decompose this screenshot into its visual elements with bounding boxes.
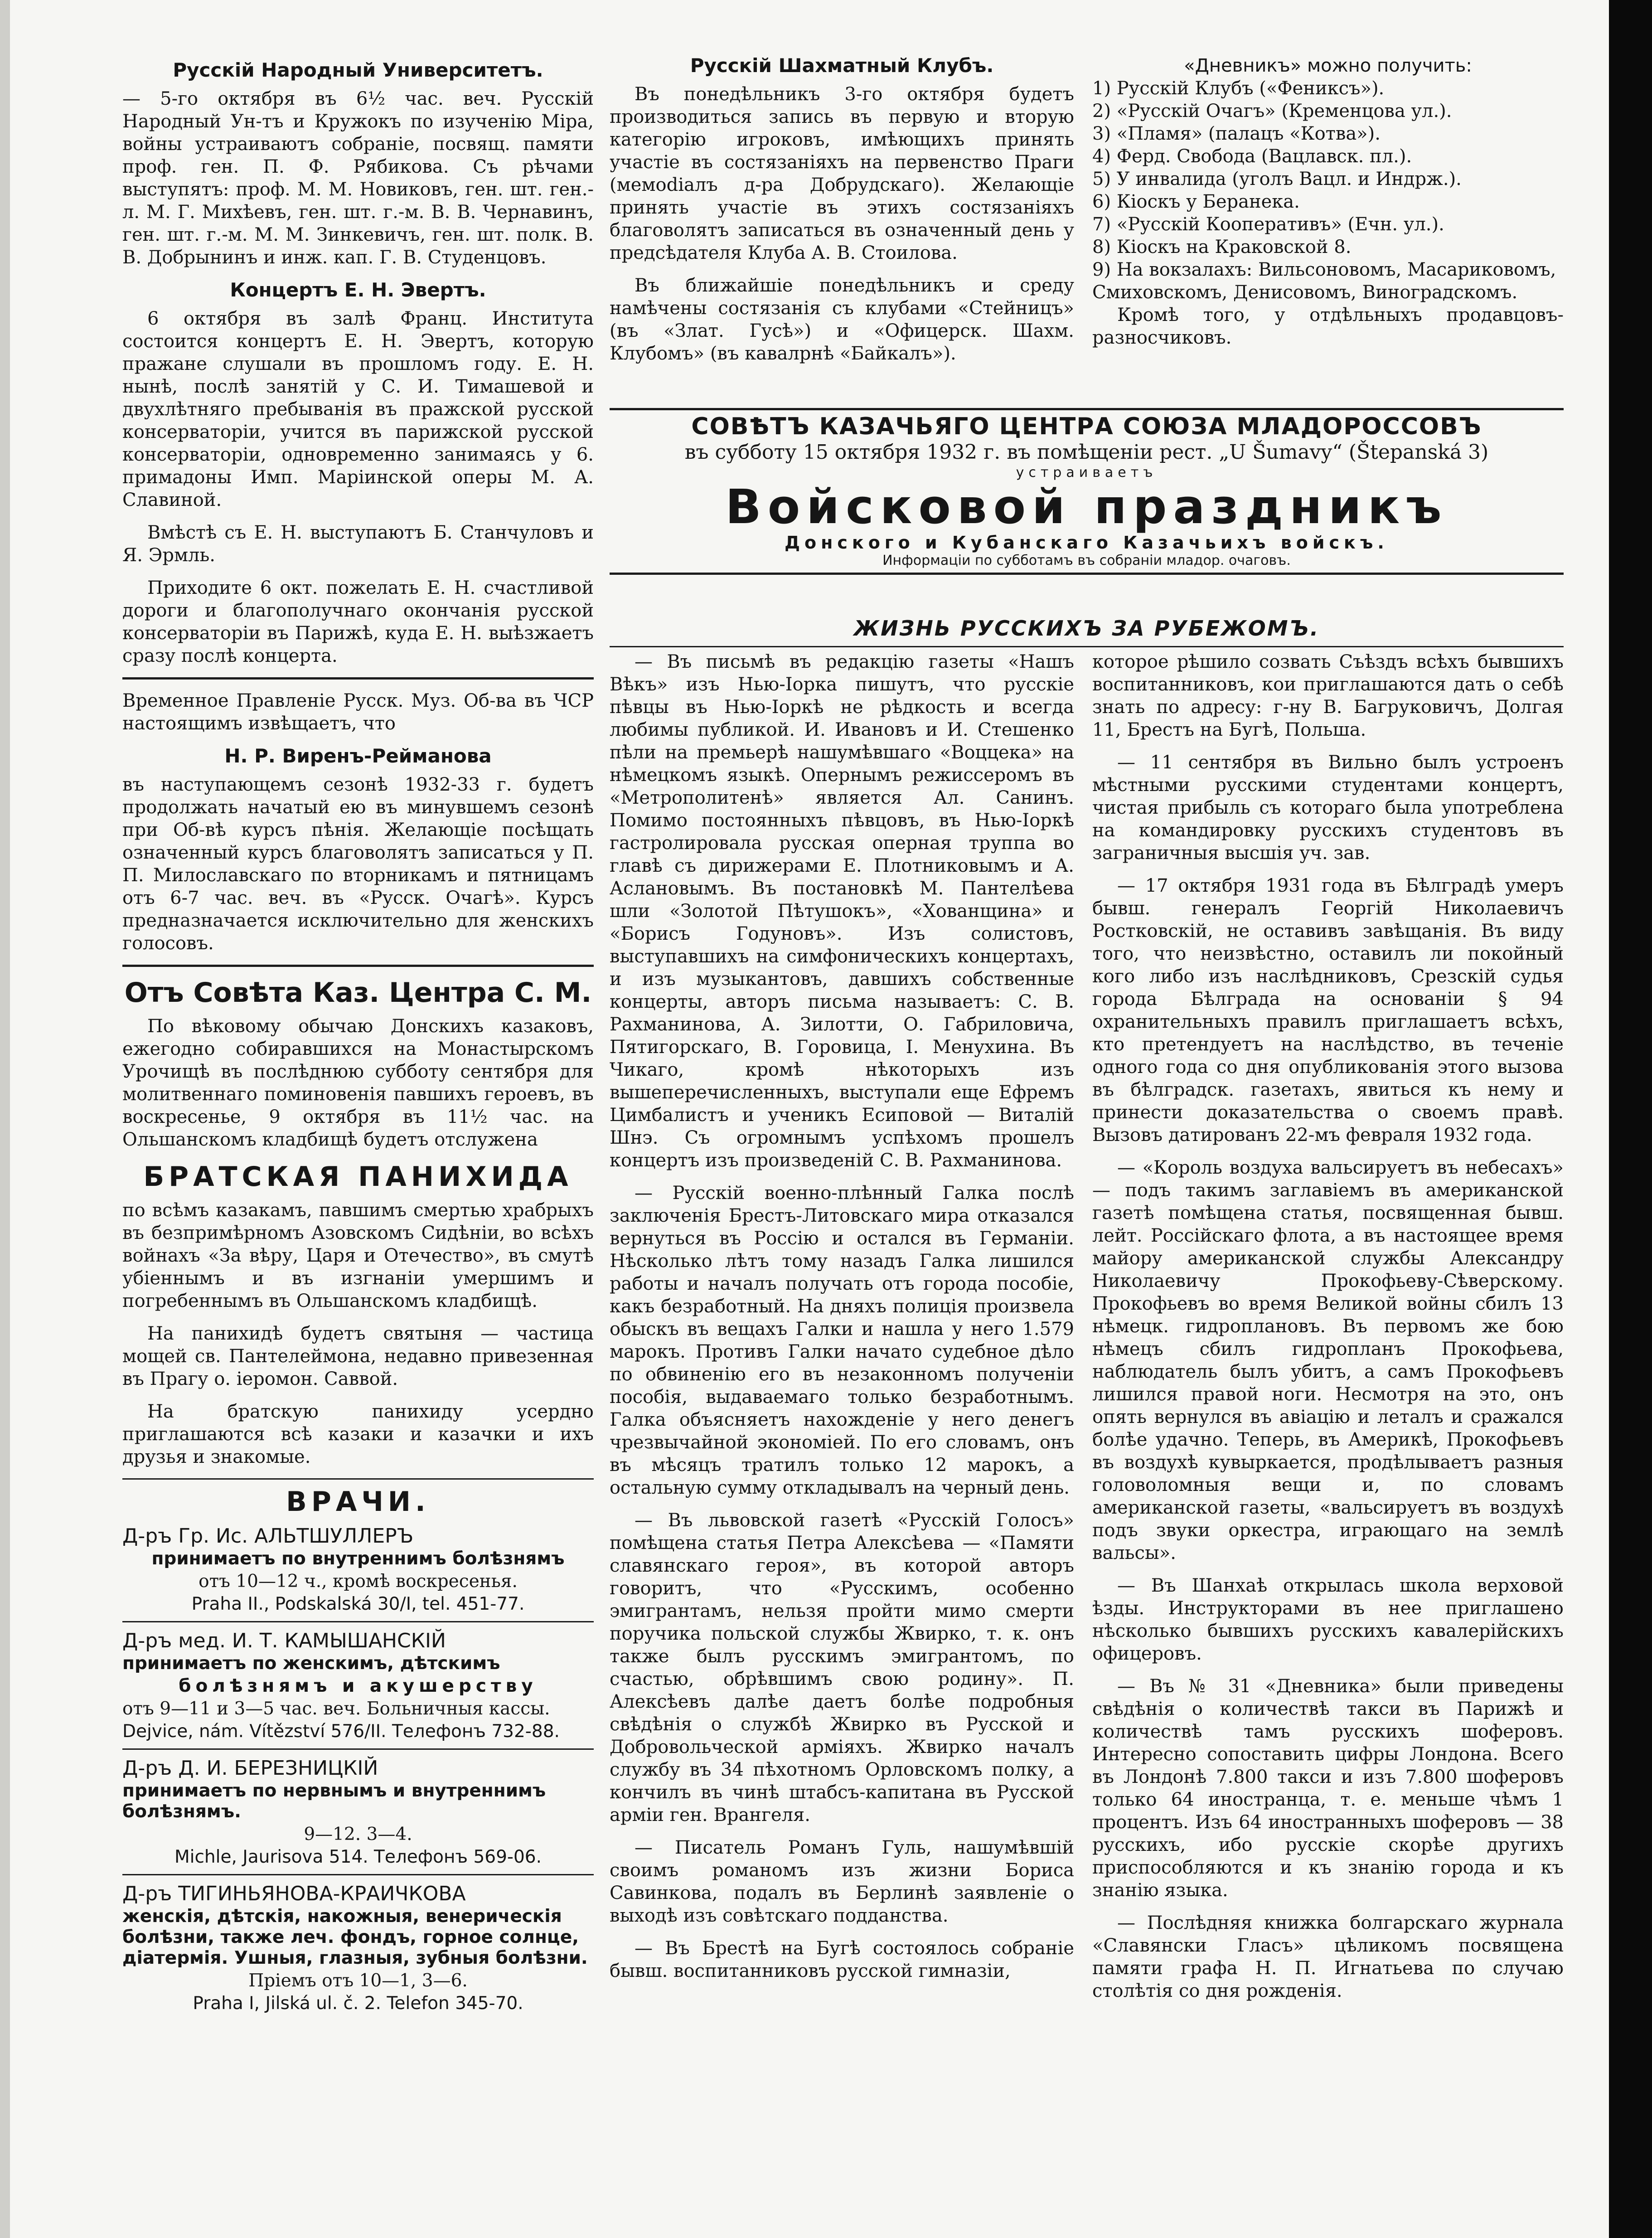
list-item: 8) Кіоскъ на Краковской 8. <box>1092 237 1352 257</box>
news-item: — Русскій военно-плѣнный Галка послѣ заключенія Брестъ-Литовскаго мира отказался вернуться въ Россію и остался въ Германіи. Нѣсколько лѣтъ тому назадъ Галка лишился работы и началъ получать отъ города пособіе, какъ безработный. На дняхъ полиція произвела обыскъ въ вещахъ Галки и нашла у него 1.579 марокъ. Противъ Галки начато судебное дѣло по обвиненію его въ незаконномъ полученіи пособія, выдаваемаго только безработнымъ. Галка объясняетъ нахожденіе у него денегъ чрезвычайной экономіей. По его словамъ, онъ въ мѣсяцъ тратилъ только 12 марокъ, а остальную сумму откладывалъ на черный день. <box>610 1183 1074 1498</box>
chess-title: Русскій Шахматный Клубъ. <box>690 54 994 77</box>
university-text: — 5-го октября въ 6½ час. веч. Русскій Народный Ун-тъ и Кружокъ по изученію Міра, войны устраиваютъ собраніе, посвящ. памяти проф. ген. П. Ф. Рябикова. Съ рѣчами выступятъ: проф. М. М. Новиковъ, ген. шт. ген.-л. М. Г. Михѣевъ, ген. шт. г.-м. В. В. Чернавинъ, ген. шт. г.-м. М. М. Зинкевичъ, ген. шт. полк. В. В. Добрынинъ и инж. кап. Г. В. Студенцовъ. <box>122 88 594 268</box>
list-item: 9) На вокзалахъ: Вильсоновомъ, Масариковомъ, Смиховскомъ, Денисовомъ, Виноградскомъ. <box>1092 259 1556 303</box>
doctor-specialty: женскія, дѣтскія, накожныя, венерическія болѣзни, также леч. фондъ, горное солнце, діатермія. Ушныя, глазныя, зубныя болѣзни. <box>122 1906 588 1968</box>
list-item: 6) Кіоскъ у Беранека. <box>1092 191 1300 212</box>
doctor-entry <box>122 1756 594 1868</box>
banner-organizer: СОВѢТЪ КАЗАЧЬЯГО ЦЕНТРА СОЮЗА МЛАДОРОССОВЪ <box>691 413 1482 440</box>
doctor-address: Praha II., Podskalská 30/I, tel. 451-77. <box>191 1594 525 1614</box>
doctor-hours: отъ 9—11 и 3—5 час. веч. Больничныя кассы. <box>122 1699 550 1719</box>
doctor-specialty: принимаетъ по внутреннимъ болѣзнямъ <box>151 1549 565 1569</box>
divider <box>610 408 1564 410</box>
doctor-address: Dejvice, nám. Vítězství 576/II. Телефонъ 732-88. <box>122 1721 560 1742</box>
concert-paragraph-3: Приходите 6 окт. пожелать Е. Н. счастливой дороги и благополучнаго окончанія русской консерваторіи въ Парижѣ, куда Е. Н. выѣзжаетъ сразу послѣ концерта. <box>122 578 594 666</box>
divider <box>122 965 594 967</box>
divider <box>610 573 1564 575</box>
doctors-title: ВРАЧИ. <box>286 1486 430 1518</box>
doctor-name: Д-ръ ТИГИНЬЯНОВА-КРАИЧКОВА <box>122 1882 466 1905</box>
news-item: — 11 сентября въ Вильно былъ устроенъ мѣстными русскими студентами концертъ, чистая прибыль съ котораго была употреблена на командировку русскихъ студентовъ въ заграничныя высшія уч. зав. <box>1092 752 1564 864</box>
doctor-hours: отъ 10—12 ч., кромѣ воскресенья. <box>199 1571 518 1592</box>
doctor-name: Д-ръ мед. И. Т. КАМЫШАНСКІЙ <box>122 1629 446 1652</box>
doctor-specialty: принимаетъ по женскимъ, дѣтскимъ <box>122 1653 500 1674</box>
abroad-heading: ЖИЗНЬ РУССКИХЪ ЗА РУБЕЖОМЪ. <box>853 616 1320 641</box>
sovet-paragraph-1: По вѣковому обычаю Донскихъ казаковъ, ежегодно собиравшихся на Монастырскомъ Урочищѣ въ послѣднюю субботу сентября для молитвеннаго поминовенія павшихъ героевъ, въ воскресенье, 9 октября въ 11½ час. на Ольшанскомъ кладбищѣ будетъ отслужена <box>122 1016 594 1150</box>
list-item: 1) Русскій Клубъ («Фениксъ»). <box>1092 78 1385 99</box>
news-item: — Въ письмѣ въ редакцію газеты «Нашъ Вѣкъ» изъ Нью-Іорка пишутъ, что русскіе пѣвцы въ Нью-Іоркѣ не рѣдкость и всегда любимы публикой. И. Ивановъ и И. Стешенко пѣли на премьерѣ нашумѣвшаго «Воццека» на нѣмецкомъ языкѣ. Опернымъ режиссеромъ въ «Метрополитенѣ» является Ал. Санинъ. Помимо постоянныхъ пѣвцовъ, въ Нью-Іоркѣ гастролировала русская оперная труппа во главѣ съ дирижерами Е. Плотниковымъ и А. Аслановымъ. Въ постановкѣ М. Пантелѣева шли «Золотой Пѣтушокъ», «Хованщина» и «Борисъ Годуновъ». Изъ солистовъ, выступавшихъ на симфоническихъ концертахъ, и изъ музыкантовъ, давшихъ собственные концерты, авторъ письма называетъ: С. В. Рахманинова, А. Зилотти, О. Габриловича, Пятигорскаго, В. Горовица, I. Менухина. Въ Чикаго, кромѣ нѣкоторыхъ изъ вышеперечисленныхъ, выступали еще Ефремъ Цимбалистъ и ученикъ Есиповой — Виталій Шнэ. Съ огромнымъ успѣхомъ прошелъ концертъ изъ произведеній С. В. Рахманинова. <box>610 651 1074 1171</box>
scan-border <box>1609 0 1652 2238</box>
news-item: — «Король воздуха вальсируетъ въ небесахъ» — подъ такимъ заглавіемъ въ американской газетѣ помѣщена статья, посвященная бывш. лейт. Россійскаго флота, а въ настоящее время майору американской службы Александру Николаевичу Прокофьеву-Сѣверскому. Прокофьевъ во время Великой войны сбилъ 13 нѣмецк. гидроплановъ. Въ первомъ же бою нѣмецъ сбилъ гидропланъ Прокофьева, наблюдатель былъ убитъ, а самъ Прокофьевъ лишился правой ноги. Несмотря на это, онъ опять вернулся въ авіацію и леталъ и сражался болѣе удачно. Теперь, въ Америкѣ, Прокофьевъ въ воздухѣ кувыркается, продѣлываетъ разныя головоломныя вещи и, по словамъ американской газеты, «вальсируетъ въ воздухѣ подъ звуки оркестра, играющаго на землѣ вальсы». <box>1092 1157 1564 1563</box>
list-item: 4) Ферд. Свобода (Вацлавск. пл.). <box>1092 146 1412 167</box>
news-item: — 17 октября 1931 года въ Бѣлградѣ умеръ бывш. генералъ Георгій Николаевичъ Ростковскій, не оставивъ завѣщанія. Въ виду того, что неизвѣстно, оставилъ ли покойный кого либо изъ наслѣдниковъ, Срезскій судья города Бѣлграда на основаніи § 94 охранительныхъ правилъ приглашаетъ всѣхъ, кто претендуетъ на наслѣдство, въ теченіе одного года со дня опубликованія этого вызова въ бѣлградск. газетахъ, явиться къ нему и принести доказательства о своемъ правѣ. Вызовъ датированъ 22-мъ февраля 1932 года. <box>1092 875 1564 1146</box>
abroad-column-left <box>610 651 1074 1992</box>
sovet-paragraph-2: по всѣмъ казакамъ, павшимъ смертью храбрыхъ въ безпримѣрномъ Азовскомъ Сидѣніи, во всѣхъ войнахъ «За вѣру, Царя и Отечество», въ смутѣ убіеннымъ и въ изгнаніи умершимъ и погребеннымъ въ Ольшанскомъ кладбищѣ. <box>122 1200 594 1311</box>
divider <box>610 646 1564 647</box>
banner-arranges: устраиваетъ <box>1016 465 1158 481</box>
doctor-specialty: болѣзнямъ и акушерству <box>179 1676 538 1696</box>
divider <box>122 1621 594 1622</box>
doctor-hours: Пріемъ отъ 10—1, 3—6. <box>248 1971 468 1991</box>
list-item: 5) У инвалида (уголъ Вацл. и Индрж.). <box>1092 169 1462 189</box>
news-item: которое рѣшило созвать Съѣздъ всѣхъ бывшихъ воспитанниковъ, кои приглашаются дать о себѣ знать по адресу: г-ну В. Багруковичъ, Долгая 11, Брестъ на Бугѣ, Польша. <box>1092 651 1564 740</box>
concert-paragraph-1: 6 октября въ залѣ Франц. Института состоится концертъ Е. Н. Эвертъ, которую пражане слушали въ прошломъ году. Е. Н. нынѣ, послѣ занятій у С. И. Тимашевой и двухлѣтняго пребыванія въ пражской русской консерваторіи, учится въ парижской русской консерваторіи, одновременно занимаясь у 6. примадоны Имп. Маріинской оперы М. А. Славиной. <box>122 308 594 510</box>
diary-list <box>1092 77 1564 304</box>
concert-paragraph-2: Вмѣстѣ съ Е. Н. выступаютъ Б. Станчуловъ и Я. Эрмль. <box>122 522 594 566</box>
doctor-entry <box>122 1524 594 1615</box>
doctor-entry <box>122 1882 594 2014</box>
chess-paragraph-1: Въ понедѣльникъ 3-го октября будетъ производиться запись въ первую и вторую категорію игроковъ, имѣющихъ принять участіе въ состязаніяхъ на первенство Праги (мемоdіалъ д-ра Добрудскаго). Желающіе принять участіе въ этихъ состязаніяхъ благоволятъ записаться въ означенный день у предсѣдателя Клуба А. В. Стоилова. <box>610 84 1074 263</box>
music-society-text: въ наступающемъ сезонѣ 1932-33 г. будетъ продолжать начатый ею въ минувшемъ сезонѣ при Об-вѣ курсъ пѣнія. Желающіе посѣщать означенный курсъ благоволятъ записаться у П. П. Милославскаго по вторникамъ и пятницамъ отъ 6-7 час. веч. въ «Русск. Очагѣ». Курсъ предназначается исключительно для женскихъ голосовъ. <box>122 774 594 954</box>
sovet-title: Отъ Совѣта Каз. Центра С. М. <box>124 977 592 1009</box>
news-item: — Въ № 31 «Дневника» были приведены свѣдѣнія о количествѣ такси въ Парижѣ и количествѣ тамъ русскихъ шоферовъ. Интересно сопоставить цифры Лондона. Всего въ Лондонѣ 7.800 такси и изъ 7.800 шоферовъ только 64 иностранца, т. е. меньше чѣмъ 1 процентъ. Изъ 64 иностранныхъ шоферовъ — 38 русскихъ, ибо русскіе скорѣе другихъ приспособляются и къ знанію города и къ знанію языка. <box>1092 1676 1564 1901</box>
divider <box>122 1874 594 1875</box>
music-teacher-name: Н. Р. Виренъ-Рейманова <box>224 745 492 767</box>
abroad-column-right <box>1092 651 1564 2012</box>
cossack-holiday-banner <box>610 408 1564 575</box>
banner-subtitle: Донского и Кубанскаго Казачьихъ войскъ. <box>785 533 1389 553</box>
column-right <box>1092 54 1564 359</box>
banner-info: Информаціи по субботамъ въ собраніи младор. очаговъ. <box>882 553 1291 568</box>
diary-note: Кромѣ того, у отдѣльныхъ продавцовъ-разносчиковъ. <box>1092 305 1564 348</box>
music-society-intro: Временное Правленіе Русск. Муз. Об-ва въ ЧСР настоящимъ извѣщаетъ, что <box>122 690 594 734</box>
divider <box>122 1478 594 1480</box>
abroad-section <box>610 610 1564 2001</box>
banner-date-place: въ субботу 15 октября 1932 г. въ помѣщеніи рест. „U Šumavy“ (Štepanská 3) <box>684 441 1489 464</box>
doctor-address: Praha I, Jilská ul. č. 2. Telefon 345-70. <box>193 1993 523 2014</box>
list-item: 3) «Пламя» (палацъ «Котва»). <box>1092 123 1381 144</box>
university-title: Русскій Народный Университетъ. <box>173 59 543 81</box>
list-item: 2) «Русскій Очагъ» (Кременцова ул.). <box>1092 101 1452 121</box>
news-item: — Писатель Романъ Гуль, нашумѣвшій своимъ романомъ изъ жизни Бориса Савинкова, подалъ въ Берлинѣ заявленіе о выходѣ изъ совѣтскаго подданства. <box>610 1837 1074 1926</box>
doctor-address: Michle, Jaurisova 514. Телефонъ 569-06. <box>174 1847 542 1867</box>
news-item: — Въ Шанхаѣ открылась школа верховой ѣзды. Инструкторами въ нее приглашено нѣсколько бывшихъ русскихъ кавалерійскихъ офицеровъ. <box>1092 1575 1564 1664</box>
doctor-hours: 9—12. 3—4. <box>304 1824 412 1845</box>
diary-heading: «Дневникъ» можно получить: <box>1184 55 1472 76</box>
concert-title: Концертъ Е. Н. Эвертъ. <box>230 279 486 301</box>
sovet-paragraph-4: На братскую панихиду усердно приглашаются всѣ казаки и казачки и ихъ друзья и знакомые. <box>122 1401 594 1467</box>
panikhida-heading: БРАТСКАЯ ПАНИХИДА <box>143 1161 573 1193</box>
doctor-entry <box>122 1629 594 1742</box>
news-item: — Послѣдняя книжка болгарскаго журнала «Славянски Гласъ» цѣликомъ посвящена памяти графа Н. П. Игнатьева по случаю столѣтія со дня рожденія. <box>1092 1913 1564 2001</box>
sovet-paragraph-3: На панихидѣ будетъ святыня — частица мощей св. Пантелеймона, недавно привезенная въ Прагу о. іеромон. Саввой. <box>122 1323 594 1389</box>
news-item: — Въ Брестѣ на Бугѣ состоялось собраніе бывш. воспитанниковъ русской гимназіи, <box>610 1938 1074 1981</box>
column-left <box>122 59 594 2016</box>
banner-title: Войсковой праздникъ <box>725 479 1448 534</box>
doctor-name: Д-ръ Гр. Ис. АЛЬТШУЛЛЕРЪ <box>122 1524 414 1548</box>
divider <box>122 677 594 680</box>
divider <box>122 1748 594 1750</box>
doctor-name: Д-ръ Д. И. БЕРЕЗНИЦКІЙ <box>122 1757 378 1780</box>
doctor-specialty: принимаетъ по нервнымъ и внутреннимъ болѣзнямъ. <box>122 1781 546 1822</box>
chess-paragraph-2: Въ ближайшіе понедѣльникъ и среду намѣчены состязанія съ клубами «Стейницъ» (въ «Злат. Гусѣ») и «Офицерск. Шахм. Клубомъ» (въ кавалрнѣ «Байкалъ»). <box>610 275 1074 364</box>
page-left-edge <box>0 0 10 2238</box>
news-item: — Въ львовской газетѣ «Русскій Голосъ» помѣщена статья Петра Алексѣева — «Памяти славянскаго героя», въ которой авторъ говоритъ, что «Русскимъ, особенно эмигрантамъ, нельзя пройти мимо смерти поручика польской службы Жвирко, т. к. онъ также былъ русскимъ эмигрантомъ, по счастью, обрѣвшимъ свою родину». П. Алексѣевъ далѣе даетъ болѣе подробныя свѣдѣнія о службѣ Жвирко въ Русской и Добровольческой арміяхъ. Жвирко началъ службу въ 34 пѣхотномъ Орловскомъ полку, а кончилъ въ чинѣ штабсъ-капитана въ Русской арміи ген. Врангеля. <box>610 1510 1074 1825</box>
column-middle <box>610 54 1074 375</box>
list-item: 7) «Русскій Кооперативъ» (Ечн. ул.). <box>1092 214 1444 235</box>
